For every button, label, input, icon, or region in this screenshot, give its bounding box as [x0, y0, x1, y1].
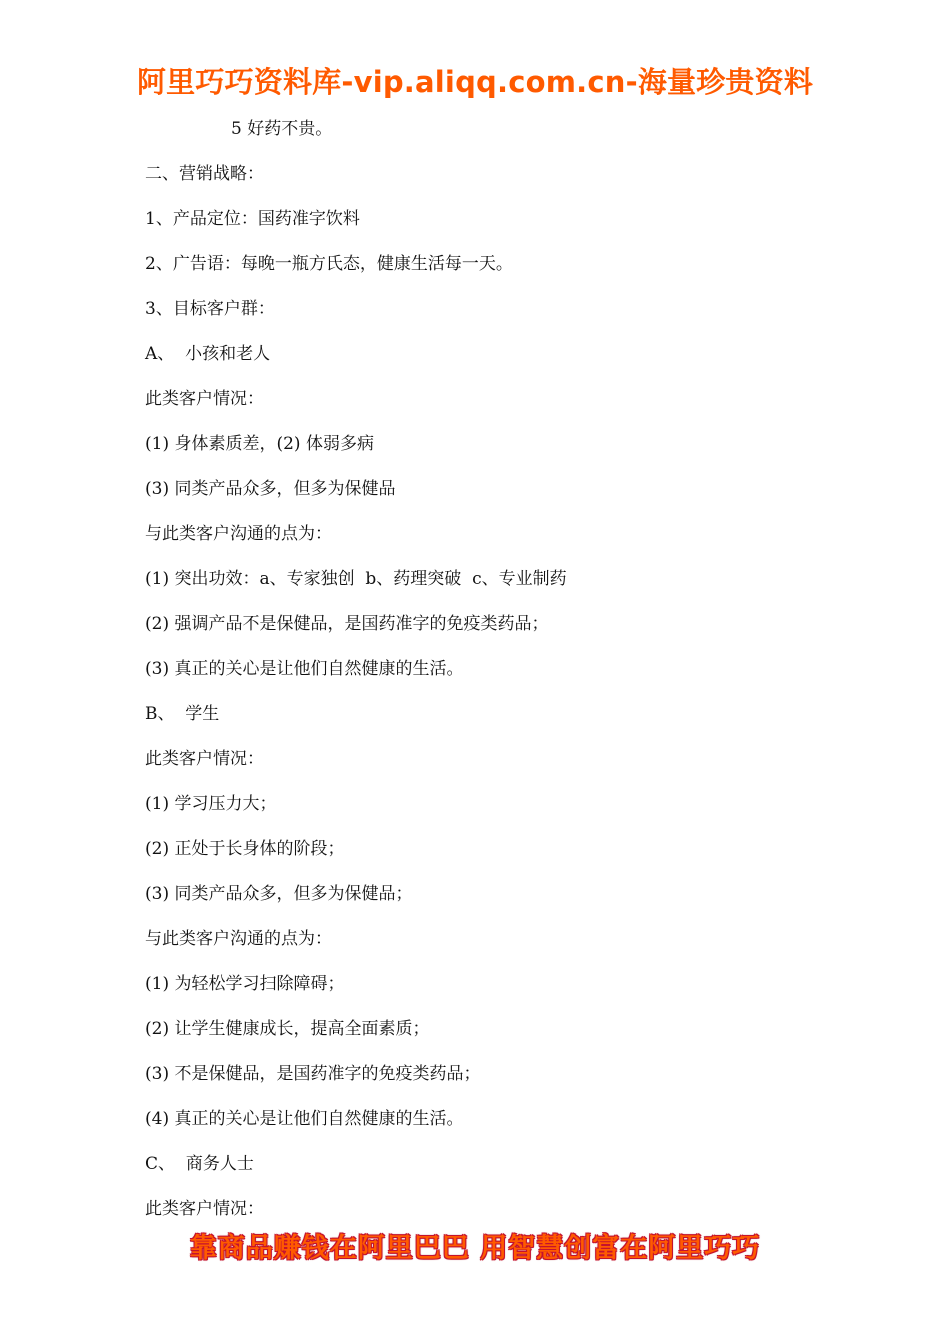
text-line: 此类客户情况： [145, 389, 264, 409]
text-line: (1) 身体素质差，(2) 体弱多病 [145, 434, 374, 454]
text-line: (3) 同类产品众多，但多为保健品 [145, 479, 396, 499]
text-line: (2) 强调产品不是保健品，是国药准字的免疫类药品； [145, 614, 549, 634]
text-line: (3) 真正的关心是让他们自然健康的生活。 [145, 659, 464, 679]
text-line: (1) 学习压力大； [145, 794, 277, 814]
text-line: 5 好药不贵。 [231, 119, 333, 139]
text-line: 此类客户情况： [145, 1199, 264, 1219]
text-line: 与此类客户沟通的点为： [145, 929, 332, 949]
text-line: 此类客户情况： [145, 749, 264, 769]
text-line: (3) 不是保健品，是国药准字的免疫类药品； [145, 1064, 481, 1084]
text-line: 1、产品定位：国药准字饮料 [145, 209, 360, 229]
subsection-heading: C、 商务人士 [145, 1154, 254, 1174]
text-line: 与此类客户沟通的点为： [145, 524, 332, 544]
text-line: 2、广告语：每晚一瓶方氏态，健康生活每一天。 [145, 254, 513, 274]
text-line: (2) 正处于长身体的阶段； [145, 839, 345, 859]
text-line: (2) 让学生健康成长，提高全面素质； [145, 1019, 430, 1039]
subsection-heading: B、 学生 [145, 704, 220, 724]
text-line: 3、目标客户群： [145, 299, 275, 319]
footer-banner: 靠商品赚钱在阿里巴巴 用智慧创富在阿里巧巧 [189, 1233, 761, 1264]
subsection-heading: A、 小孩和老人 [145, 344, 271, 364]
text-line: (1) 突出功效：a、专家独创 b、药理突破 c、专业制药 [145, 569, 567, 589]
text-line: (4) 真正的关心是让他们自然健康的生活。 [145, 1109, 464, 1129]
text-line: (3) 同类产品众多，但多为保健品； [145, 884, 413, 904]
section-heading: 二、营销战略： [145, 164, 264, 184]
text-line: (1) 为轻松学习扫除障碍； [145, 974, 345, 994]
header-banner: 阿里巧巧资料库-vip.aliqq.com.cn-海量珍贵资料 [136, 65, 814, 99]
document-body [145, 112, 890, 1237]
